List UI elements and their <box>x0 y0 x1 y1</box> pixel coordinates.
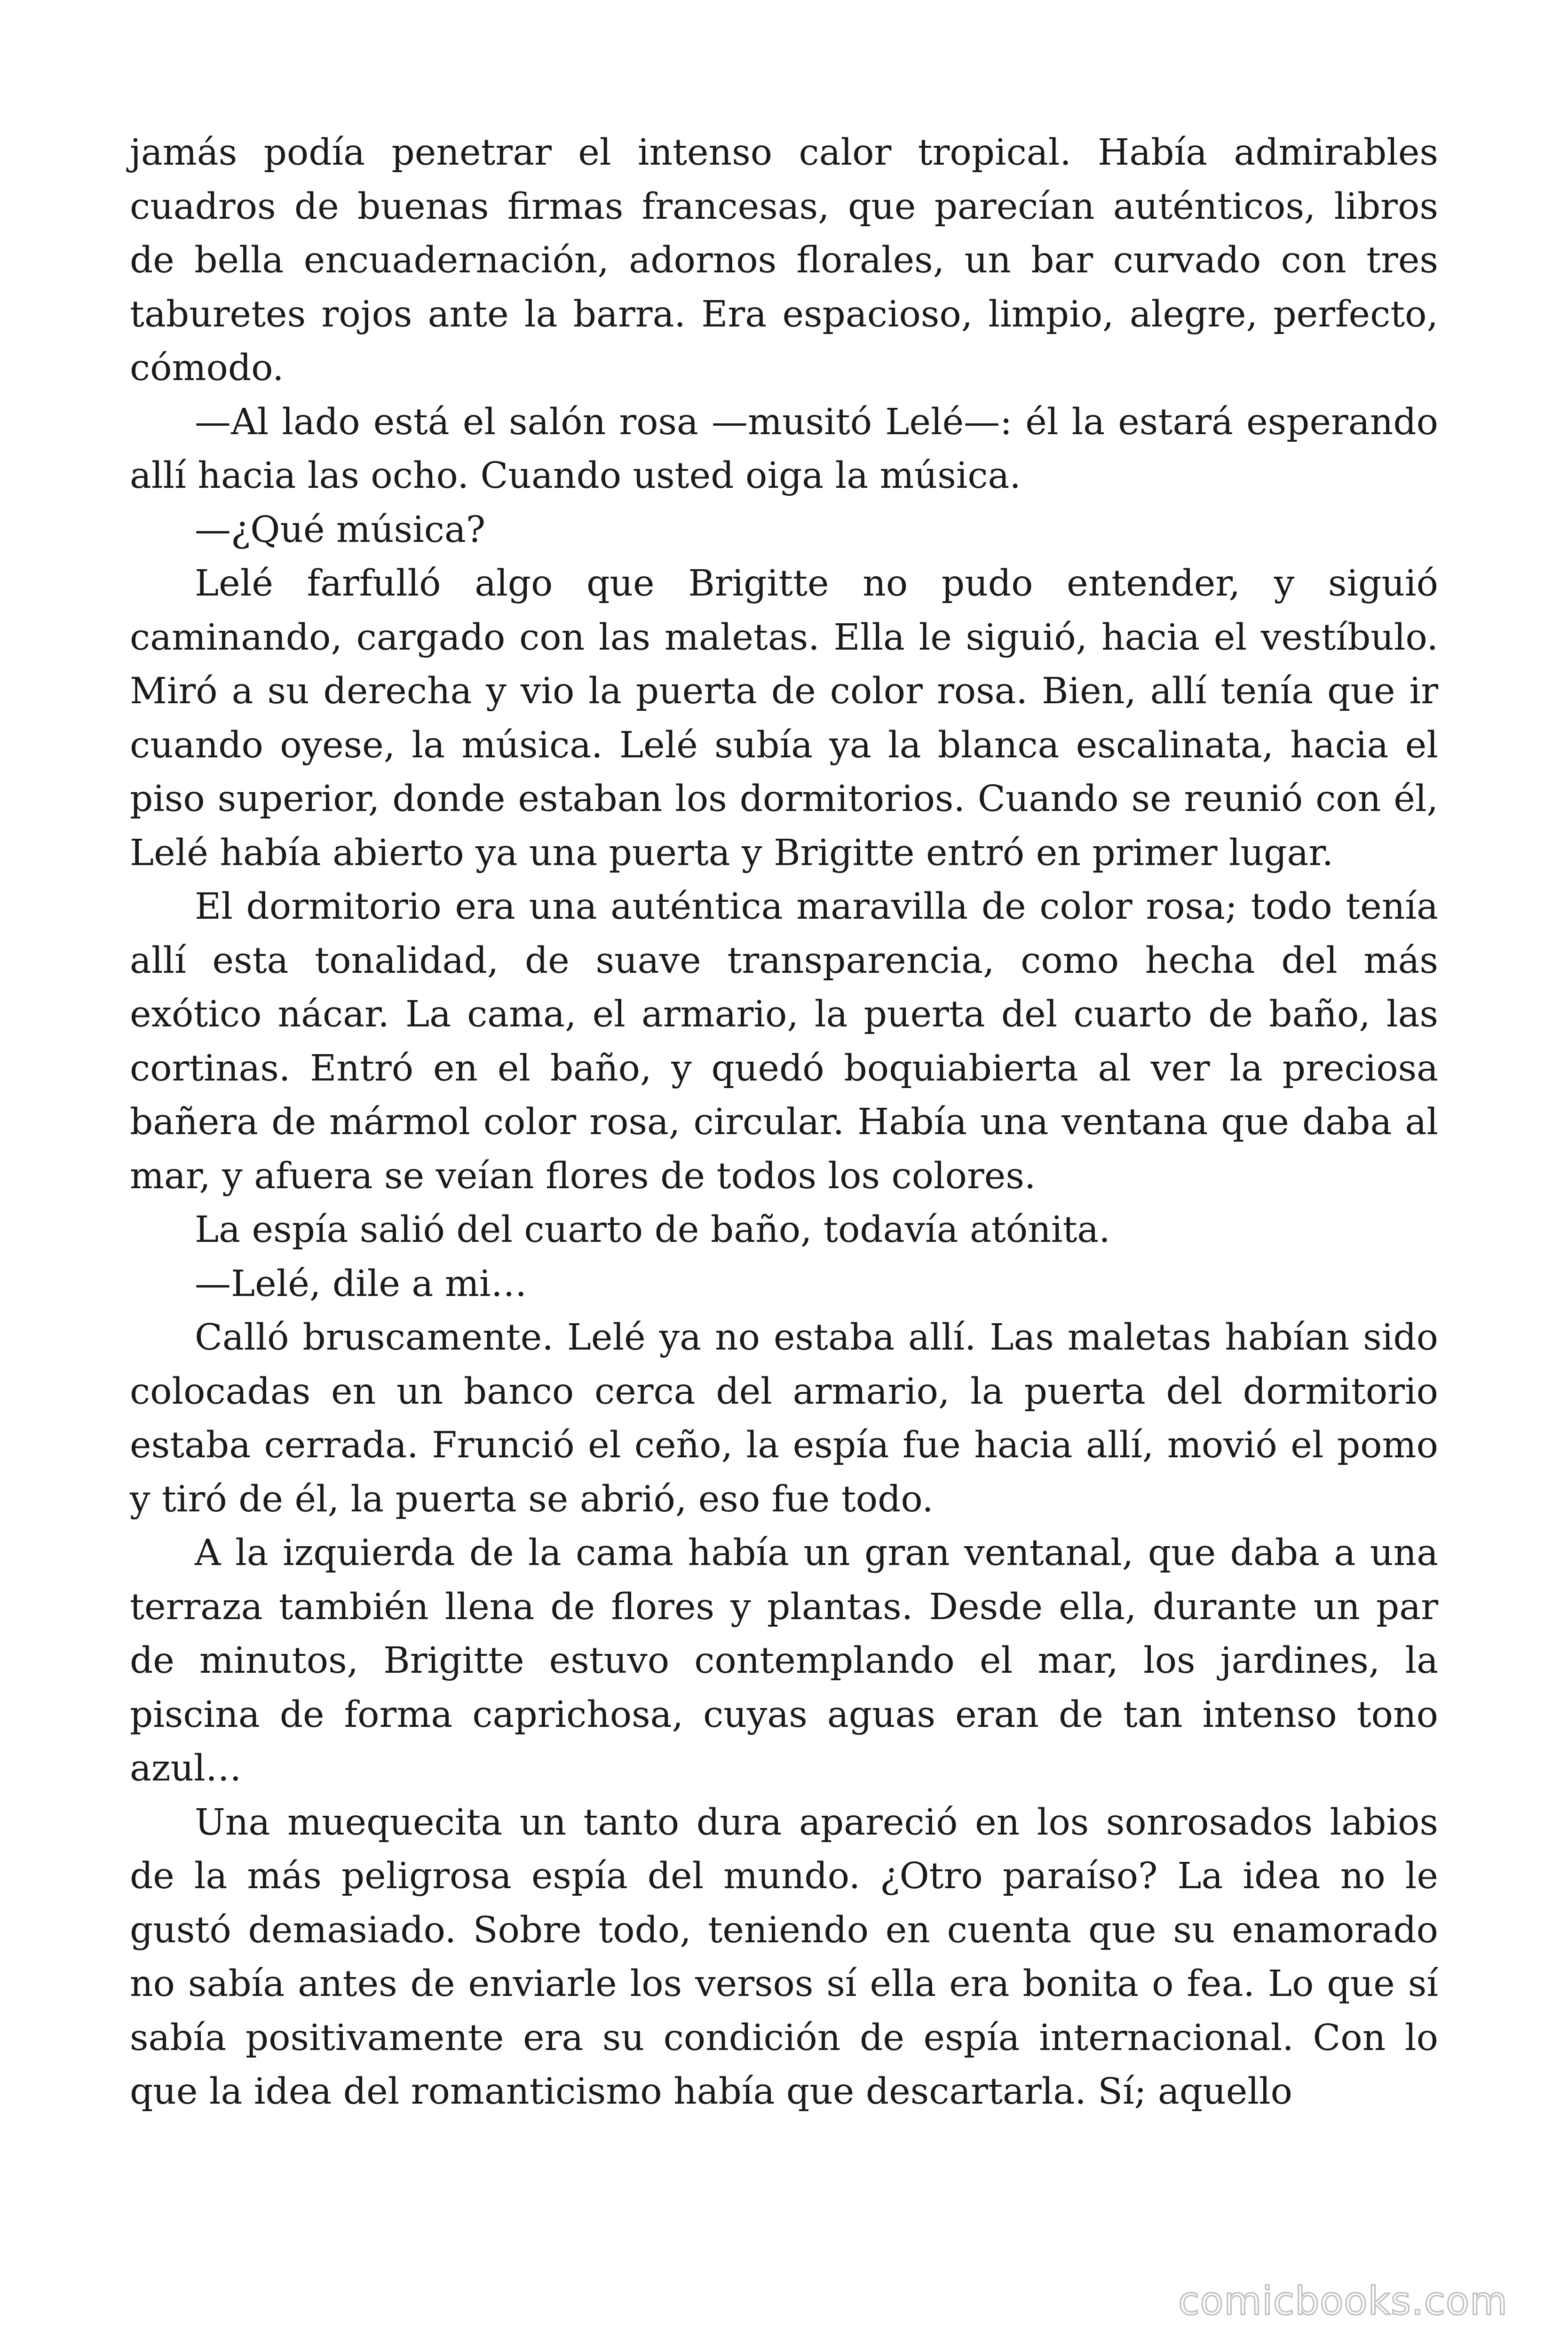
paragraph: —Al lado está el salón rosa —musitó Lelé—: él la estará esperando allí hacia las ocho. Cuando usted oiga la música. <box>130 401 1438 497</box>
body-text <box>130 126 1438 2119</box>
paragraph: La espía salió del cuarto de baño, todavía atónita. <box>195 1209 1110 1251</box>
paragraph: —¿Qué música? <box>195 509 486 551</box>
paragraph: Calló bruscamente. Lelé ya no estaba allí. Las maletas habían sido colocadas en un banco cerca del armario, la puerta del dormitorio estaba cerrada. Frunció el ceño, la espía fue hacia allí, movió el pomo y tiró de él, la puerta se abrió, eso fue todo. <box>130 1317 1438 1520</box>
paragraph: Lelé farfulló algo que Brigitte no pudo entender, y siguió caminando, cargado con las maletas. Ella le siguió, hacia el vestíbulo. Miró a su derecha y vio la puerta de color rosa. Bien, allí tenía que ir cuando oyese, la música. Lelé subía ya la blanca escalinata, hacia el piso superior, donde estaban los dormitorios. Cuando se reunió con él, Lelé había abierto ya una puerta y Brigitte entró en primer lugar. <box>130 563 1438 874</box>
paragraph: A la izquierda de la cama había un gran ventanal, que daba a una terraza también llena de flores y plantas. Desde ella, durante un par de minutos, Brigitte estuvo contemplando el mar, los jardines, la piscina de forma caprichosa, cuyas aguas eran de tan intenso tono azul… <box>130 1532 1438 1789</box>
paragraph-continuation: jamás podía penetrar el intenso calor tropical. Había admirables cuadros de buenas firmas francesas, que parecían auténticos, libros de bella encuadernación, adornos florales, un bar curvado con tres taburetes rojos ante la barra. Era espacioso, limpio, alegre, perfecto, cómodo. <box>130 132 1438 389</box>
paragraph: El dormitorio era una auténtica maravilla de color rosa; todo tenía allí esta tonalidad, de suave transparencia, como hecha del más exótico nácar. La cama, el armario, la puerta del cuarto de baño, las cortinas. Entró en el baño, y quedó boquiabierta al ver la preciosa bañera de mármol color rosa, circular. Había una ventana que daba al mar, y afuera se veían flores de todos los colores. <box>130 886 1438 1197</box>
paragraph: —Lelé, dile a mi… <box>195 1263 527 1305</box>
watermark: comicbooks.com <box>1178 2279 1508 2324</box>
paragraph: Una muequecita un tanto dura apareció en los sonrosados labios de la más peligrosa espía del mundo. ¿Otro paraíso? La idea no le gustó demasiado. Sobre todo, teniendo en cuenta que su enamorado no sabía antes de enviarle los versos sí ella era bonita o fea. Lo que sí sabía positivamente era su condición de espía internacional. Con lo que la idea del romanticismo había que descartarla. Sí; aquello <box>130 1801 1438 2113</box>
